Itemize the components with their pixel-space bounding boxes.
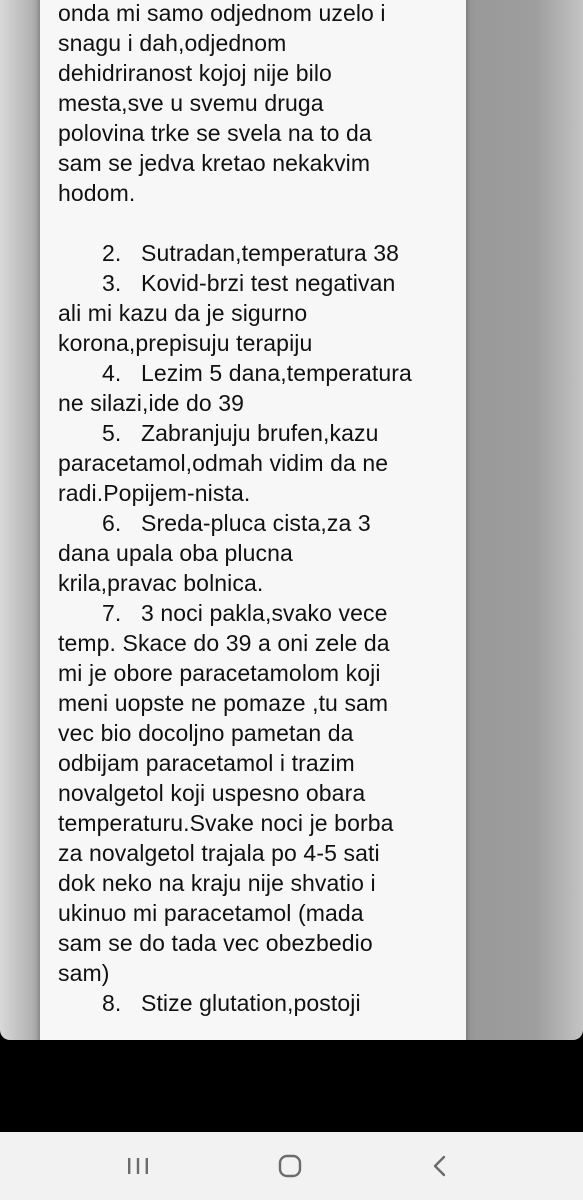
list-item <box>58 418 458 508</box>
list-item-number: 3. <box>102 270 122 296</box>
intro-line: polovina trke se svela na to da <box>58 120 372 146</box>
list-item-continuation: sam se do tada vec obezbedio <box>58 930 373 956</box>
list-item-continuation: novalgetol koji uspesno obara <box>58 780 366 806</box>
list-item-first-line <box>58 988 458 1018</box>
document-text <box>58 0 458 1018</box>
intro-line: snagu i dah,odjednom <box>58 30 287 56</box>
list-item-text: Stize glutation,postoji <box>141 990 361 1016</box>
intro-line: onda mi samo odjednom uzelo i <box>58 0 386 26</box>
list-item-number: 8. <box>102 990 122 1016</box>
document-page <box>40 0 466 1040</box>
list-item-continuation: krila,pravac bolnica. <box>58 570 264 596</box>
list-item <box>58 268 458 358</box>
list-item-continuation: ukinuo mi paracetamol (mada <box>58 900 364 926</box>
list-item-text: Lezim 5 dana,temperatura <box>141 360 412 386</box>
numbered-list <box>58 238 458 1018</box>
list-item <box>58 598 458 988</box>
list-item-first-line <box>58 508 458 538</box>
list-item-first-line <box>58 598 458 628</box>
list-item-continuation: ne silazi,ide do 39 <box>58 390 245 416</box>
recents-button[interactable] <box>118 1152 158 1180</box>
list-item-text: 3 noci pakla,svako vece <box>141 600 388 626</box>
list-item-text: Zabranjuju brufen,kazu <box>141 420 379 446</box>
list-item-number: 4. <box>102 360 122 386</box>
list-item <box>58 508 458 598</box>
intro-paragraph <box>58 0 458 208</box>
home-button[interactable] <box>270 1152 310 1180</box>
list-item-continuation: ali mi kazu da je sigurno <box>58 300 308 326</box>
list-item-continuation: paracetamol,odmah vidim da ne <box>58 450 389 476</box>
list-item-number: 7. <box>102 600 122 626</box>
list-item-text: Sutradan,temperatura 38 <box>141 240 400 266</box>
list-item-text: Kovid-brzi test negativan <box>141 270 396 296</box>
list-item-continuation: temp. Skace do 39 a oni zele da <box>58 630 390 656</box>
list-item-continuation: za novalgetol trajala po 4-5 sati <box>58 840 380 866</box>
list-item-continuation: radi.Popijem-nista. <box>58 480 251 506</box>
system-nav-bar <box>0 1132 583 1200</box>
list-item-continuation: sam) <box>58 960 110 986</box>
list-item-continuation: meni uopste ne pomaze ,tu sam <box>58 690 389 716</box>
intro-line: hodom. <box>58 180 136 206</box>
list-item <box>58 988 458 1018</box>
list-item <box>58 358 458 418</box>
list-item-first-line <box>58 358 458 388</box>
intro-line: mesta,sve u svemu druga <box>58 90 324 116</box>
list-item-first-line <box>58 268 458 298</box>
back-button[interactable] <box>420 1152 460 1180</box>
list-item-continuation: odbijam paracetamol i trazim <box>58 750 355 776</box>
list-item-first-line <box>58 238 458 268</box>
list-item-continuation: temperaturu.Svake noci je borba <box>58 810 394 836</box>
list-item <box>58 238 458 268</box>
list-item-continuation: mi je obore paracetamolom koji <box>58 660 381 686</box>
intro-line: dehidriranost kojoj nije bilo <box>58 60 332 86</box>
list-item-text: Sreda-pluca cista,za 3 <box>141 510 371 536</box>
list-item-number: 2. <box>102 240 122 266</box>
list-item-continuation: dana upala oba plucna <box>58 540 293 566</box>
home-icon <box>277 1154 303 1178</box>
list-item-number: 5. <box>102 420 122 446</box>
back-icon <box>427 1154 453 1178</box>
list-item-continuation: korona,prepisuju terapiju <box>58 330 313 356</box>
list-item-first-line <box>58 418 458 448</box>
recents-icon <box>125 1155 151 1177</box>
list-item-number: 6. <box>102 510 122 536</box>
intro-line: sam se jedva kretao nekakvim <box>58 150 371 176</box>
list-item-continuation: dok neko na kraju nije shvatio i <box>58 870 376 896</box>
list-item-continuation: vec bio docoljno pametan da <box>58 720 354 746</box>
